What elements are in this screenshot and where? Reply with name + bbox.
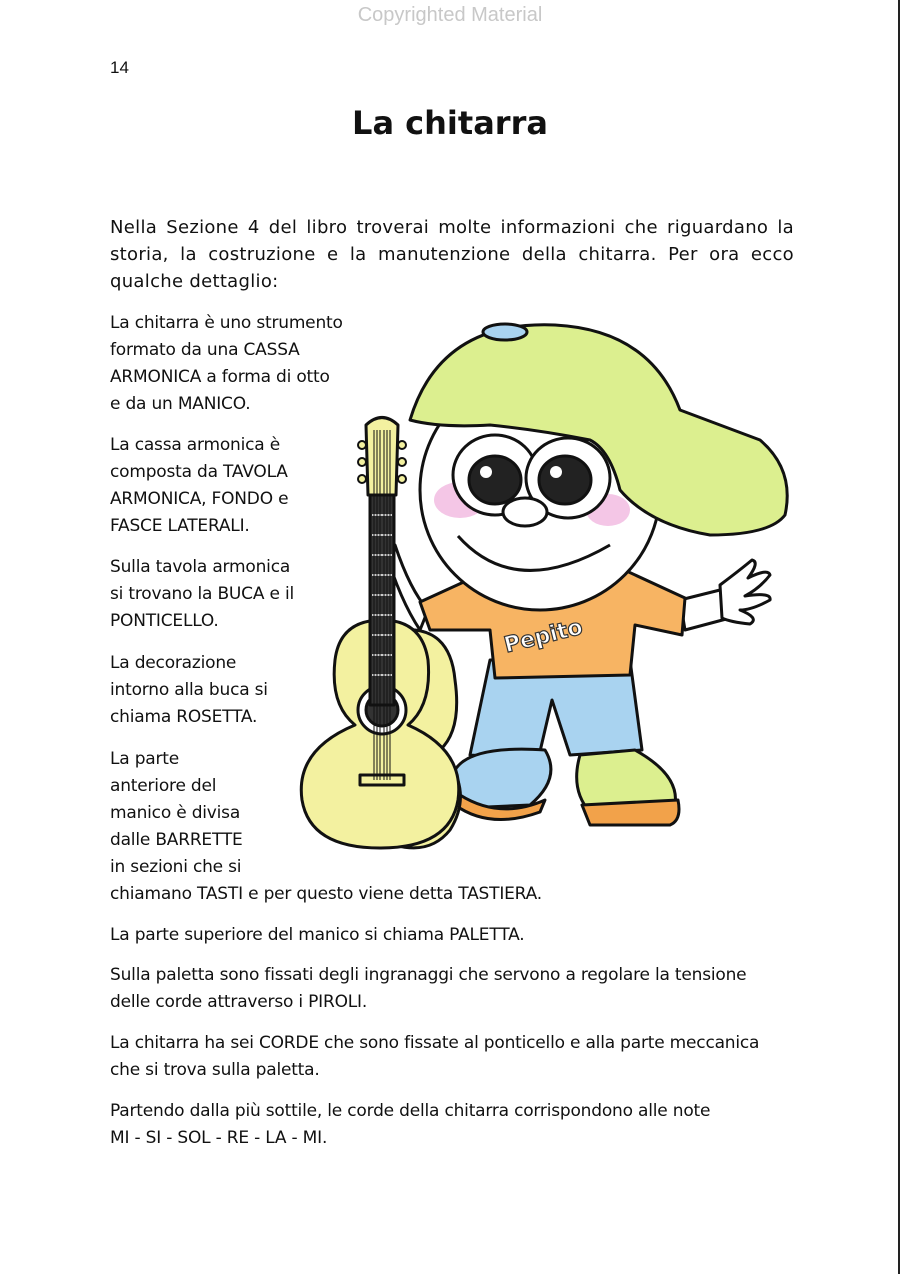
text-line: MI - SI - SOL - RE - LA - MI. bbox=[110, 1128, 328, 1148]
paragraph-note bbox=[110, 1098, 710, 1152]
shirt-logo-text: Pepito bbox=[501, 614, 586, 659]
text-line: composta da TAVOLA bbox=[110, 462, 288, 482]
headstock bbox=[366, 418, 398, 496]
nose bbox=[503, 498, 547, 526]
text-line: Sulla paletta sono fissati degli ingranaggi che servono a regolare la tensione bbox=[110, 965, 747, 985]
text-line: La chitarra ha sei CORDE che sono fissate al ponticello e alla parte meccanica bbox=[110, 1033, 760, 1053]
text-line: delle corde attraverso i PIROLI. bbox=[110, 992, 368, 1012]
text-line: La chitarra è uno strumento bbox=[110, 313, 343, 333]
text-line: ARMONICA, FONDO e bbox=[110, 489, 289, 509]
copyright-watermark: Copyrighted Material bbox=[357, 4, 543, 26]
text-line: ARMONICA a forma di otto bbox=[110, 367, 330, 387]
text-line: formato da una CASSA bbox=[110, 340, 300, 360]
pepito-guitar-illustration bbox=[290, 300, 810, 860]
text-line: anteriore del bbox=[110, 776, 217, 796]
left-pupil bbox=[469, 456, 521, 504]
text-line: La decorazione bbox=[110, 653, 237, 673]
text-line: manico è divisa bbox=[110, 803, 241, 823]
paragraph-piroli bbox=[110, 962, 746, 1016]
paragraph-rosetta bbox=[110, 650, 268, 731]
right-pupil bbox=[539, 456, 591, 504]
intro-paragraph: Nella Sezione 4 del libro troverai molte informazioni che riguardano la storia, la costruzione e la manutenzione della chitarra. Per ora ecco qualche dettaglio: bbox=[110, 217, 794, 292]
text-line: in sezioni che si bbox=[110, 857, 242, 877]
text-line: e da un MANICO. bbox=[110, 394, 251, 414]
text-line: dalle BARRETTE bbox=[110, 830, 243, 850]
text-line: che si trova sulla paletta. bbox=[110, 1060, 320, 1080]
text-line: Partendo dalla più sottile, le corde della chitarra corrispondono alle note bbox=[110, 1101, 711, 1121]
page-title: La chitarra bbox=[352, 104, 548, 142]
text-line: intorno alla buca si bbox=[110, 680, 268, 700]
paragraph-corde bbox=[110, 1030, 759, 1084]
text-line: FASCE LATERALI. bbox=[110, 516, 250, 536]
text-line: La parte superiore del manico si chiama PALETTA. bbox=[110, 925, 525, 945]
text-line: Sulla tavola armonica bbox=[110, 557, 291, 577]
cap-button bbox=[483, 324, 527, 340]
text-line: La cassa armonica è bbox=[110, 435, 280, 455]
paragraph-tavola bbox=[110, 554, 294, 635]
text-line: chiamano TASTI e per questo viene detta TASTIERA. bbox=[110, 884, 542, 904]
text-line: La parte bbox=[110, 749, 180, 769]
guitar-bridge bbox=[360, 775, 404, 785]
paragraph-cassa bbox=[110, 432, 288, 540]
text-line: si trovano la BUCA e il bbox=[110, 584, 294, 604]
right-shoe-sole bbox=[582, 800, 679, 825]
right-hand bbox=[720, 560, 770, 624]
text-line: PONTICELLO. bbox=[110, 611, 219, 631]
text-line: chiama ROSETTA. bbox=[110, 707, 258, 727]
paragraph-paletta bbox=[110, 922, 524, 949]
page-number: 14 bbox=[110, 58, 129, 77]
